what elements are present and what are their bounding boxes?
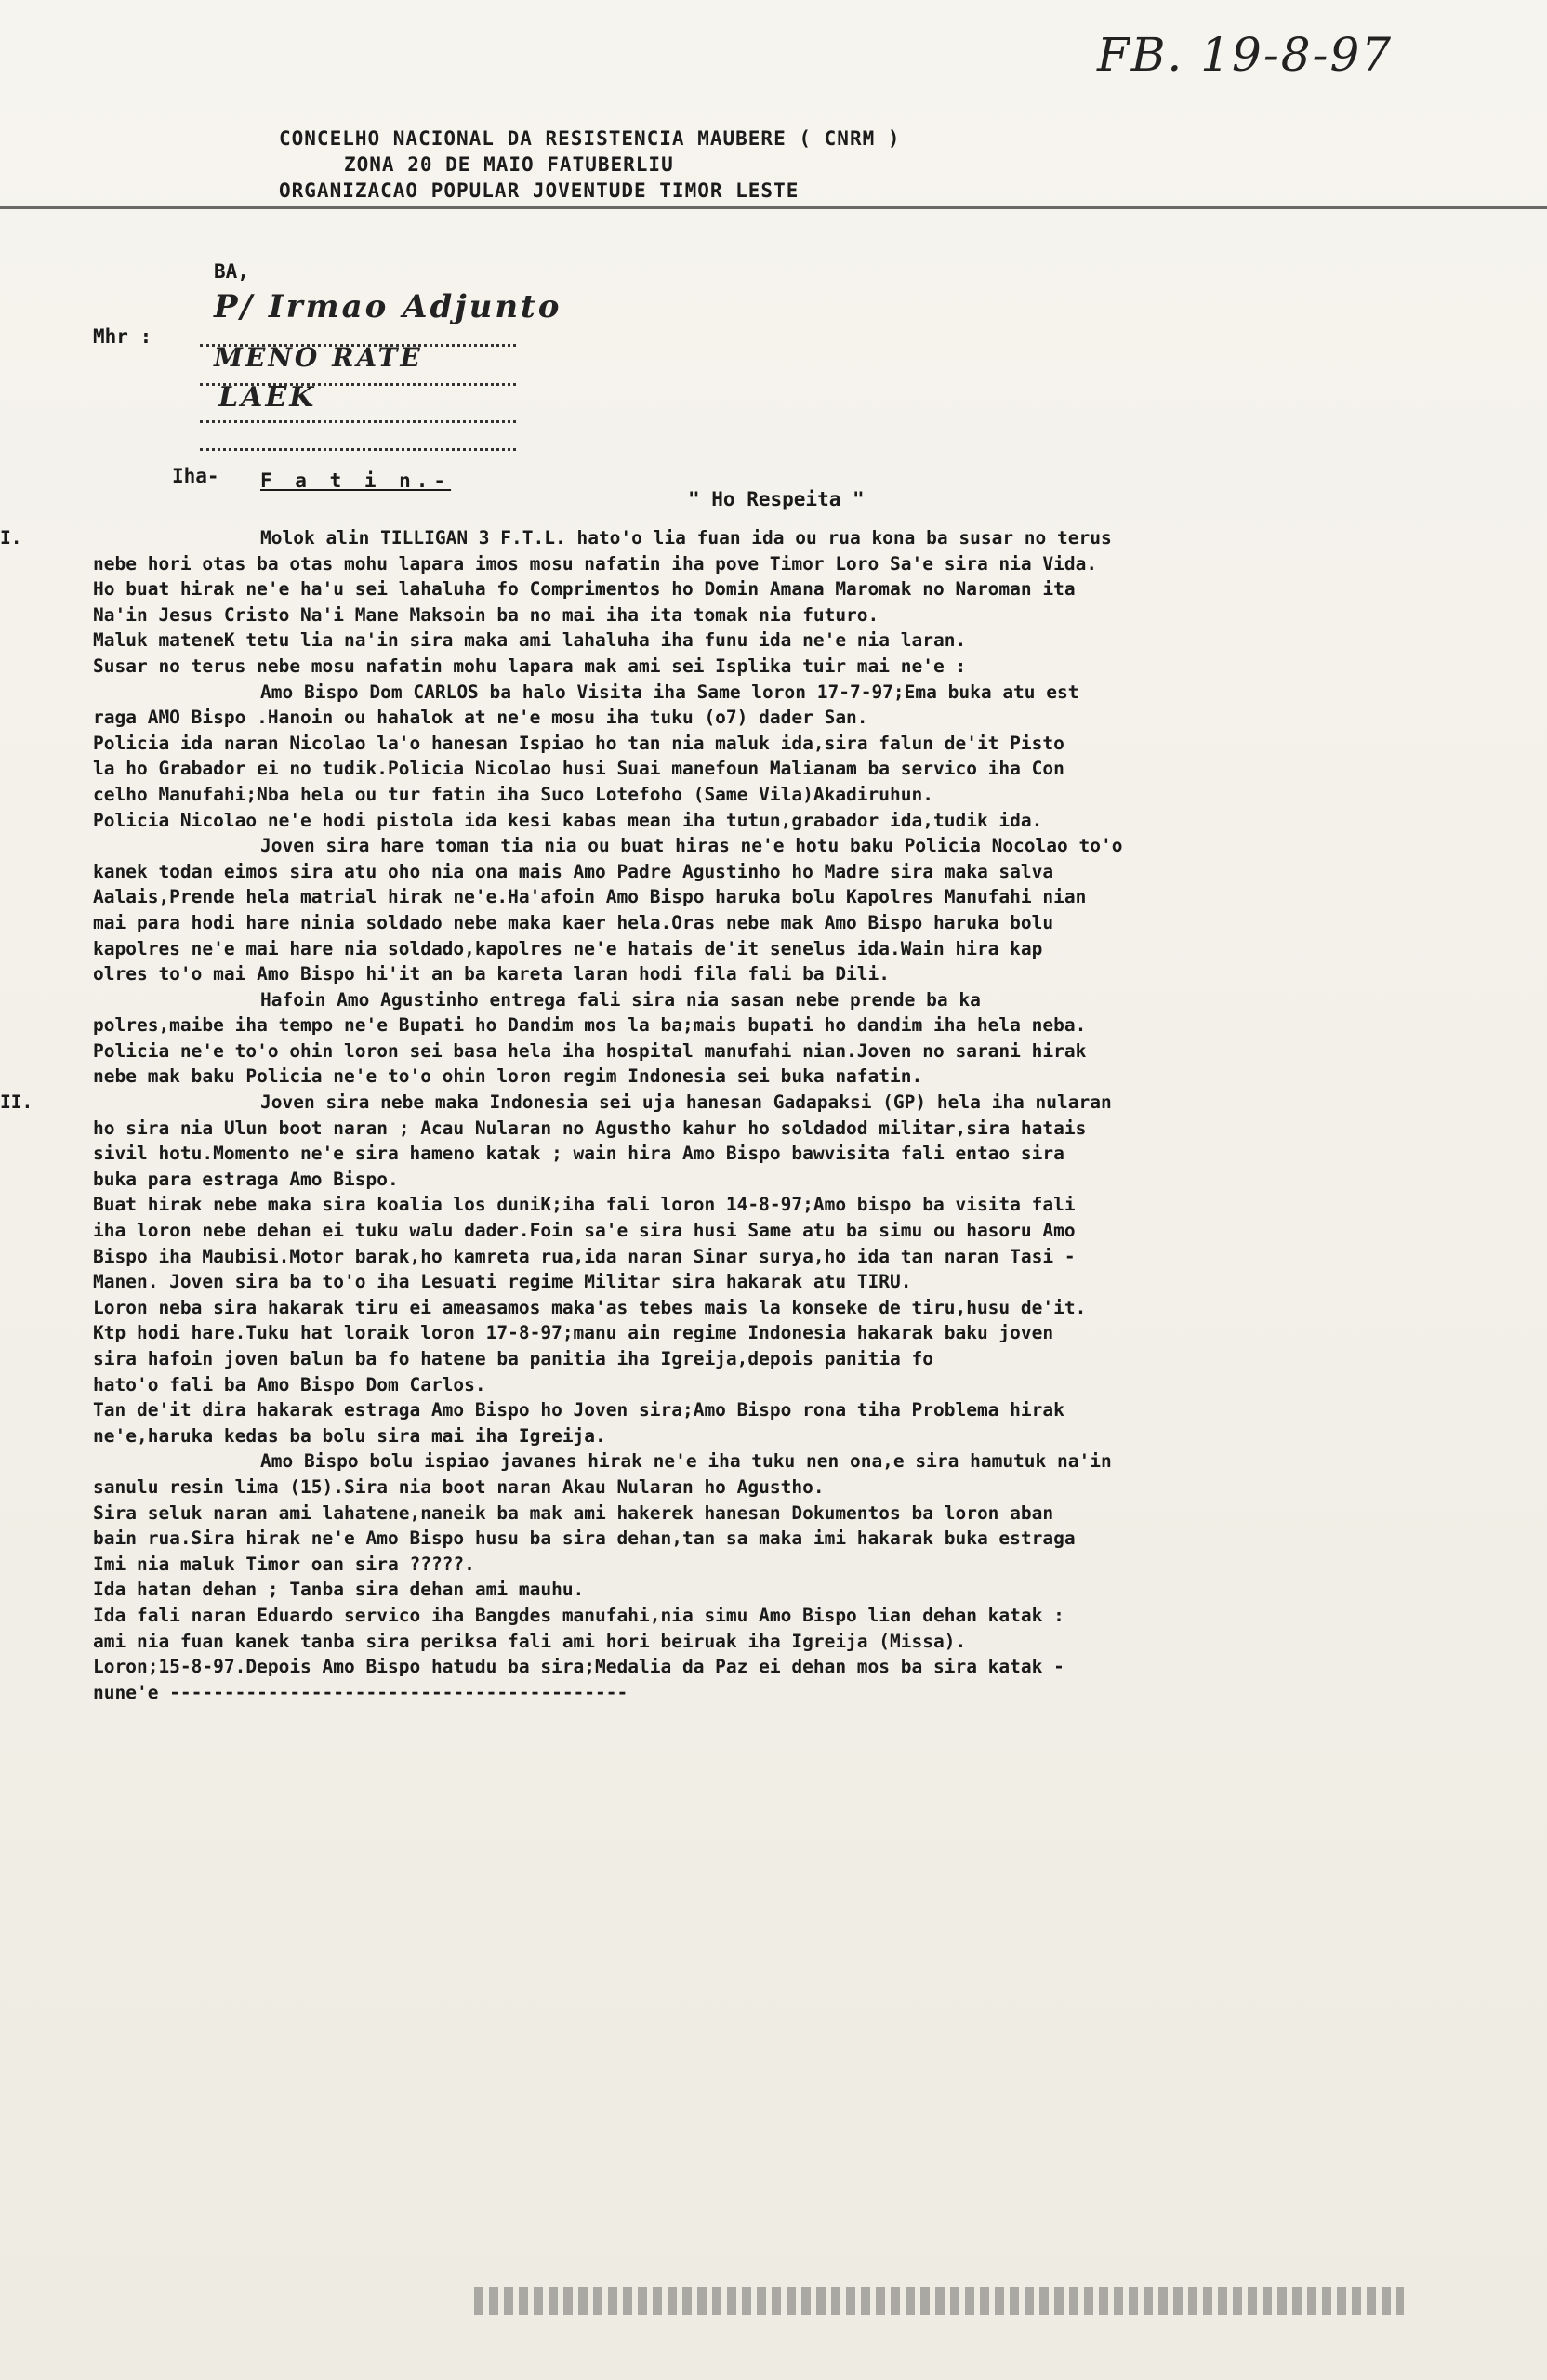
body-line xyxy=(93,551,1506,577)
body-line xyxy=(93,1397,1506,1423)
body-line xyxy=(93,987,1506,1013)
body-line xyxy=(93,1295,1506,1321)
body-line-text: Sira seluk naran ami lahatene,naneik ba mak ami hakerek hanesan Dokumentos ba loron aban xyxy=(93,1501,1054,1524)
letterhead-line-1: CONCELHO NACIONAL DA RESISTENCIA MAUBERE ( CNRM ) xyxy=(279,127,901,150)
body-line-text: ho sira nia Ulun boot naran ; Acau Nularan no Agustho kahur ho soldadod militar,sira hatais xyxy=(93,1117,1087,1139)
body-line xyxy=(0,525,1506,551)
body-line xyxy=(93,1654,1506,1680)
body-line-text: kanek todan eimos sira atu oho nia ona mais Amo Padre Agustinho ho Madre sira maka salva xyxy=(93,860,1054,882)
body-line xyxy=(93,1064,1506,1090)
body-line xyxy=(93,1372,1506,1398)
body-line xyxy=(93,1038,1506,1064)
body-line-text: Imi nia maluk Timor oan sira ?????. xyxy=(93,1553,475,1575)
body-line-text: Ho buat hirak ne'e ha'u sei lahaluha fo Comprimentos ho Domin Amana Maromak no Naroman ita xyxy=(93,578,1076,601)
body-line xyxy=(93,1269,1506,1295)
body-line xyxy=(93,731,1506,757)
body-line-text: Loron;15-8-97.Depois Amo Bispo hatudu ba sira;Medalia da Paz ei dehan mos ba sira katak - xyxy=(93,1656,1064,1678)
letterhead xyxy=(279,126,1116,204)
body-line-text: nebe mak baku Policia ne'e to'o ohin loron regim Indonesia sei buka nafatin. xyxy=(93,1065,923,1088)
body-line xyxy=(93,1526,1506,1552)
body-line xyxy=(93,628,1506,654)
body-line xyxy=(93,1603,1506,1629)
body-line xyxy=(93,782,1506,808)
body-line xyxy=(93,1320,1506,1346)
body-line-text: ne'e,haruka kedas ba bolu sira mai iha Igreija. xyxy=(93,1424,606,1447)
body-line-text: olres to'o mai Amo Bispo hi'it an ba kareta laran hodi fila fali ba Dili. xyxy=(93,963,891,985)
body-line-text: celho Manufahi;Nba hela ou tur fatin iha Suco Lotefoho (Same Vila)Akadiruhun. xyxy=(93,783,933,805)
section-marker: II. xyxy=(0,1091,33,1114)
dotted-line-4 xyxy=(200,446,516,451)
fatin-label: F a t i n.- xyxy=(260,469,452,492)
body-line xyxy=(93,910,1506,936)
recipient-line-1: P/ Irmao Adjunto xyxy=(214,288,562,325)
body-line xyxy=(93,859,1506,885)
body-line-text: Molok alin TILLIGAN 3 F.T.L. hato'o lia fuan ida ou rua kona ba susar no terus xyxy=(260,527,1112,549)
body-line xyxy=(93,1167,1506,1193)
body-line-text: Policia ne'e to'o ohin loron sei basa hela iha hospital manufahi nian.Joven no sarani hirak xyxy=(93,1039,1087,1062)
body-line xyxy=(93,1680,1506,1706)
body-line-text: Maluk mateneK tetu lia na'in sira maka ami lahaluha iha funu ida ne'e nia laran. xyxy=(93,629,967,652)
letter-body xyxy=(0,525,1506,1705)
body-line-text: polres,maibe iha tempo ne'e Bupati ho Dandim mos la ba;mais bupati ho dandim iha hela neba. xyxy=(93,1014,1087,1037)
header-rule xyxy=(0,206,1547,209)
body-line-text: Loron neba sira hakarak tiru ei ameasamos maka'as tebes mais la konseke de tiru,husu de'it. xyxy=(93,1296,1087,1318)
iha-label: Iha- xyxy=(172,465,219,487)
body-line-text: Manen. Joven sira ba to'o iha Lesuati regime Militar sira hakarak atu TIRU. xyxy=(93,1271,912,1293)
body-line-text: raga AMO Bispo .Hanoin ou hahalok at ne'e mosu iha tuku (o7) dader San. xyxy=(93,707,868,729)
mhr-label: Mhr : xyxy=(93,325,152,348)
body-line-text: Joven sira nebe maka Indonesia sei uja hanesan Gadapaksi (GP) hela iha nularan xyxy=(260,1091,1112,1114)
body-line xyxy=(93,1552,1506,1578)
body-line-text: Na'in Jesus Cristo Na'i Mane Maksoin ba no mai iha ita tomak nia futuro. xyxy=(93,603,879,626)
recipient-line-3: LAEK xyxy=(218,381,317,414)
handwritten-reference: FB. 19-8-97 xyxy=(1097,28,1394,82)
body-line xyxy=(93,1474,1506,1501)
body-line-text: nune'e ------------------------------------------ xyxy=(93,1681,628,1703)
letterhead-line-3: ORGANIZACAO POPULAR JOVENTUDE TIMOR LESTE xyxy=(279,179,800,202)
body-line xyxy=(93,1423,1506,1449)
body-line xyxy=(93,833,1506,859)
body-line-text: sivil hotu.Momento ne'e sira hameno katak ; wain hira Amo Bispo bawvisita fali entao sira xyxy=(93,1143,1064,1165)
body-line-text: la ho Grabador ei no tudik.Policia Nicolao husi Suai manefoun Malianam ba servico iha Con xyxy=(93,758,1064,780)
body-line-text: ami nia fuan kanek tanba sira periksa fali ami hori beiruak iha Igreija (Missa). xyxy=(93,1630,967,1652)
body-line xyxy=(93,1218,1506,1244)
subject-line: " Ho Respeita " xyxy=(688,488,865,510)
body-line xyxy=(93,1448,1506,1474)
faded-stamp xyxy=(474,2287,1404,2315)
body-line xyxy=(93,936,1506,962)
body-line-text: Bispo iha Maubisi.Motor barak,ho kamreta rua,ida naran Sinar surya,ho ida tan naran Tasi - xyxy=(93,1245,1076,1267)
body-line xyxy=(93,1577,1506,1603)
body-line xyxy=(93,1012,1506,1038)
body-line xyxy=(93,680,1506,706)
body-line-text: sira hafoin joven balun ba fo hatene ba panitia iha Igreija,depois panitia fo xyxy=(93,1348,933,1369)
body-line xyxy=(93,1141,1506,1167)
body-line-text: Hafoin Amo Agustinho entrega fali sira nia sasan nebe prende ba ka xyxy=(260,988,981,1011)
body-line-text: bain rua.Sira hirak ne'e Amo Bispo husu ba sira dehan,tan sa maka imi hakarak buka estraga xyxy=(93,1527,1076,1550)
body-line xyxy=(93,705,1506,731)
body-line xyxy=(93,576,1506,602)
body-line xyxy=(93,602,1506,628)
body-line xyxy=(0,1090,1506,1116)
body-line-text: Susar no terus nebe mosu nafatin mohu lapara mak ami sei Isplika tuir mai ne'e : xyxy=(93,654,967,677)
body-line xyxy=(93,1244,1506,1270)
body-line-text: Ktp hodi hare.Tuku hat loraik loron 17-8-97;manu ain regime Indonesia hakarak baku joven xyxy=(93,1322,1054,1344)
body-line-text: Aalais,Prende hela matrial hirak ne'e.Ha'afoin Amo Bispo haruka bolu Kapolres Manufahi nian xyxy=(93,886,1087,908)
body-line-text: Ida hatan dehan ; Tanba sira dehan ami mauhu. xyxy=(93,1579,585,1601)
body-line-text: Tan de'it dira hakarak estraga Amo Bispo ho Joven sira;Amo Bispo rona tiha Problema hirak xyxy=(93,1399,1064,1421)
letterhead-line-2: ZONA 20 DE MAIO FATUBERLIU xyxy=(344,153,674,176)
body-line-text: iha loron nebe dehan ei tuku walu dader.Foin sa'e sira husi Same atu ba simu ou hasoru Amo xyxy=(93,1220,1076,1242)
section-marker: I. xyxy=(0,527,22,549)
body-line-text: Buat hirak nebe maka sira koalia los duniK;iha fali loron 14-8-97;Amo bispo ba visita fali xyxy=(93,1194,1076,1216)
body-line-text: Ida fali naran Eduardo servico iha Bangdes manufahi,nia simu Amo Bispo lian dehan katak : xyxy=(93,1604,1064,1626)
body-line-text: hato'o fali ba Amo Bispo Dom Carlos. xyxy=(93,1373,486,1395)
ba-label: BA, xyxy=(214,260,249,283)
body-line xyxy=(93,654,1506,680)
body-line-text: Policia ida naran Nicolao la'o hanesan Ispiao ho tan nia maluk ida,sira falun de'it Pisto xyxy=(93,732,1064,754)
body-line-text: buka para estraga Amo Bispo. xyxy=(93,1168,399,1190)
body-line xyxy=(93,1116,1506,1142)
body-line-text: Amo Bispo Dom CARLOS ba halo Visita iha Same loron 17-7-97;Ema buka atu est xyxy=(260,681,1079,703)
body-line-text: nebe hori otas ba otas mohu lapara imos mosu nafatin iha pove Timor Loro Sa'e sira nia Vida. xyxy=(93,552,1098,575)
body-line xyxy=(93,756,1506,782)
body-line-text: mai para hodi hare ninia soldado nebe maka kaer hela.Oras nebe mak Amo Bispo haruka bolu xyxy=(93,911,1054,933)
body-line xyxy=(93,808,1506,834)
body-line xyxy=(93,884,1506,910)
body-line xyxy=(93,1501,1506,1527)
body-line-text: sanulu resin lima (15).Sira nia boot naran Akau Nularan ho Agustho. xyxy=(93,1475,825,1498)
body-line xyxy=(93,1192,1506,1218)
body-line-text: kapolres ne'e mai hare nia soldado,kapolres ne'e hatais de'it senelus ida.Wain hira kap xyxy=(93,937,1043,959)
body-line xyxy=(93,1346,1506,1372)
body-line-text: Joven sira hare toman tia nia ou buat hiras ne'e hotu baku Policia Nocolao to'o xyxy=(260,835,1123,857)
body-line-text: Amo Bispo bolu ispiao javanes hirak ne'e iha tuku nen ona,e sira hamutuk na'in xyxy=(260,1450,1112,1473)
body-line xyxy=(93,961,1506,987)
recipient-line-2: MENO RATE xyxy=(214,342,423,373)
body-line-text: Policia Nicolao ne'e hodi pistola ida kesi kabas mean iha tutun,grabador ida,tudik ida. xyxy=(93,809,1043,831)
dotted-line-3 xyxy=(200,418,516,423)
body-line xyxy=(93,1629,1506,1655)
